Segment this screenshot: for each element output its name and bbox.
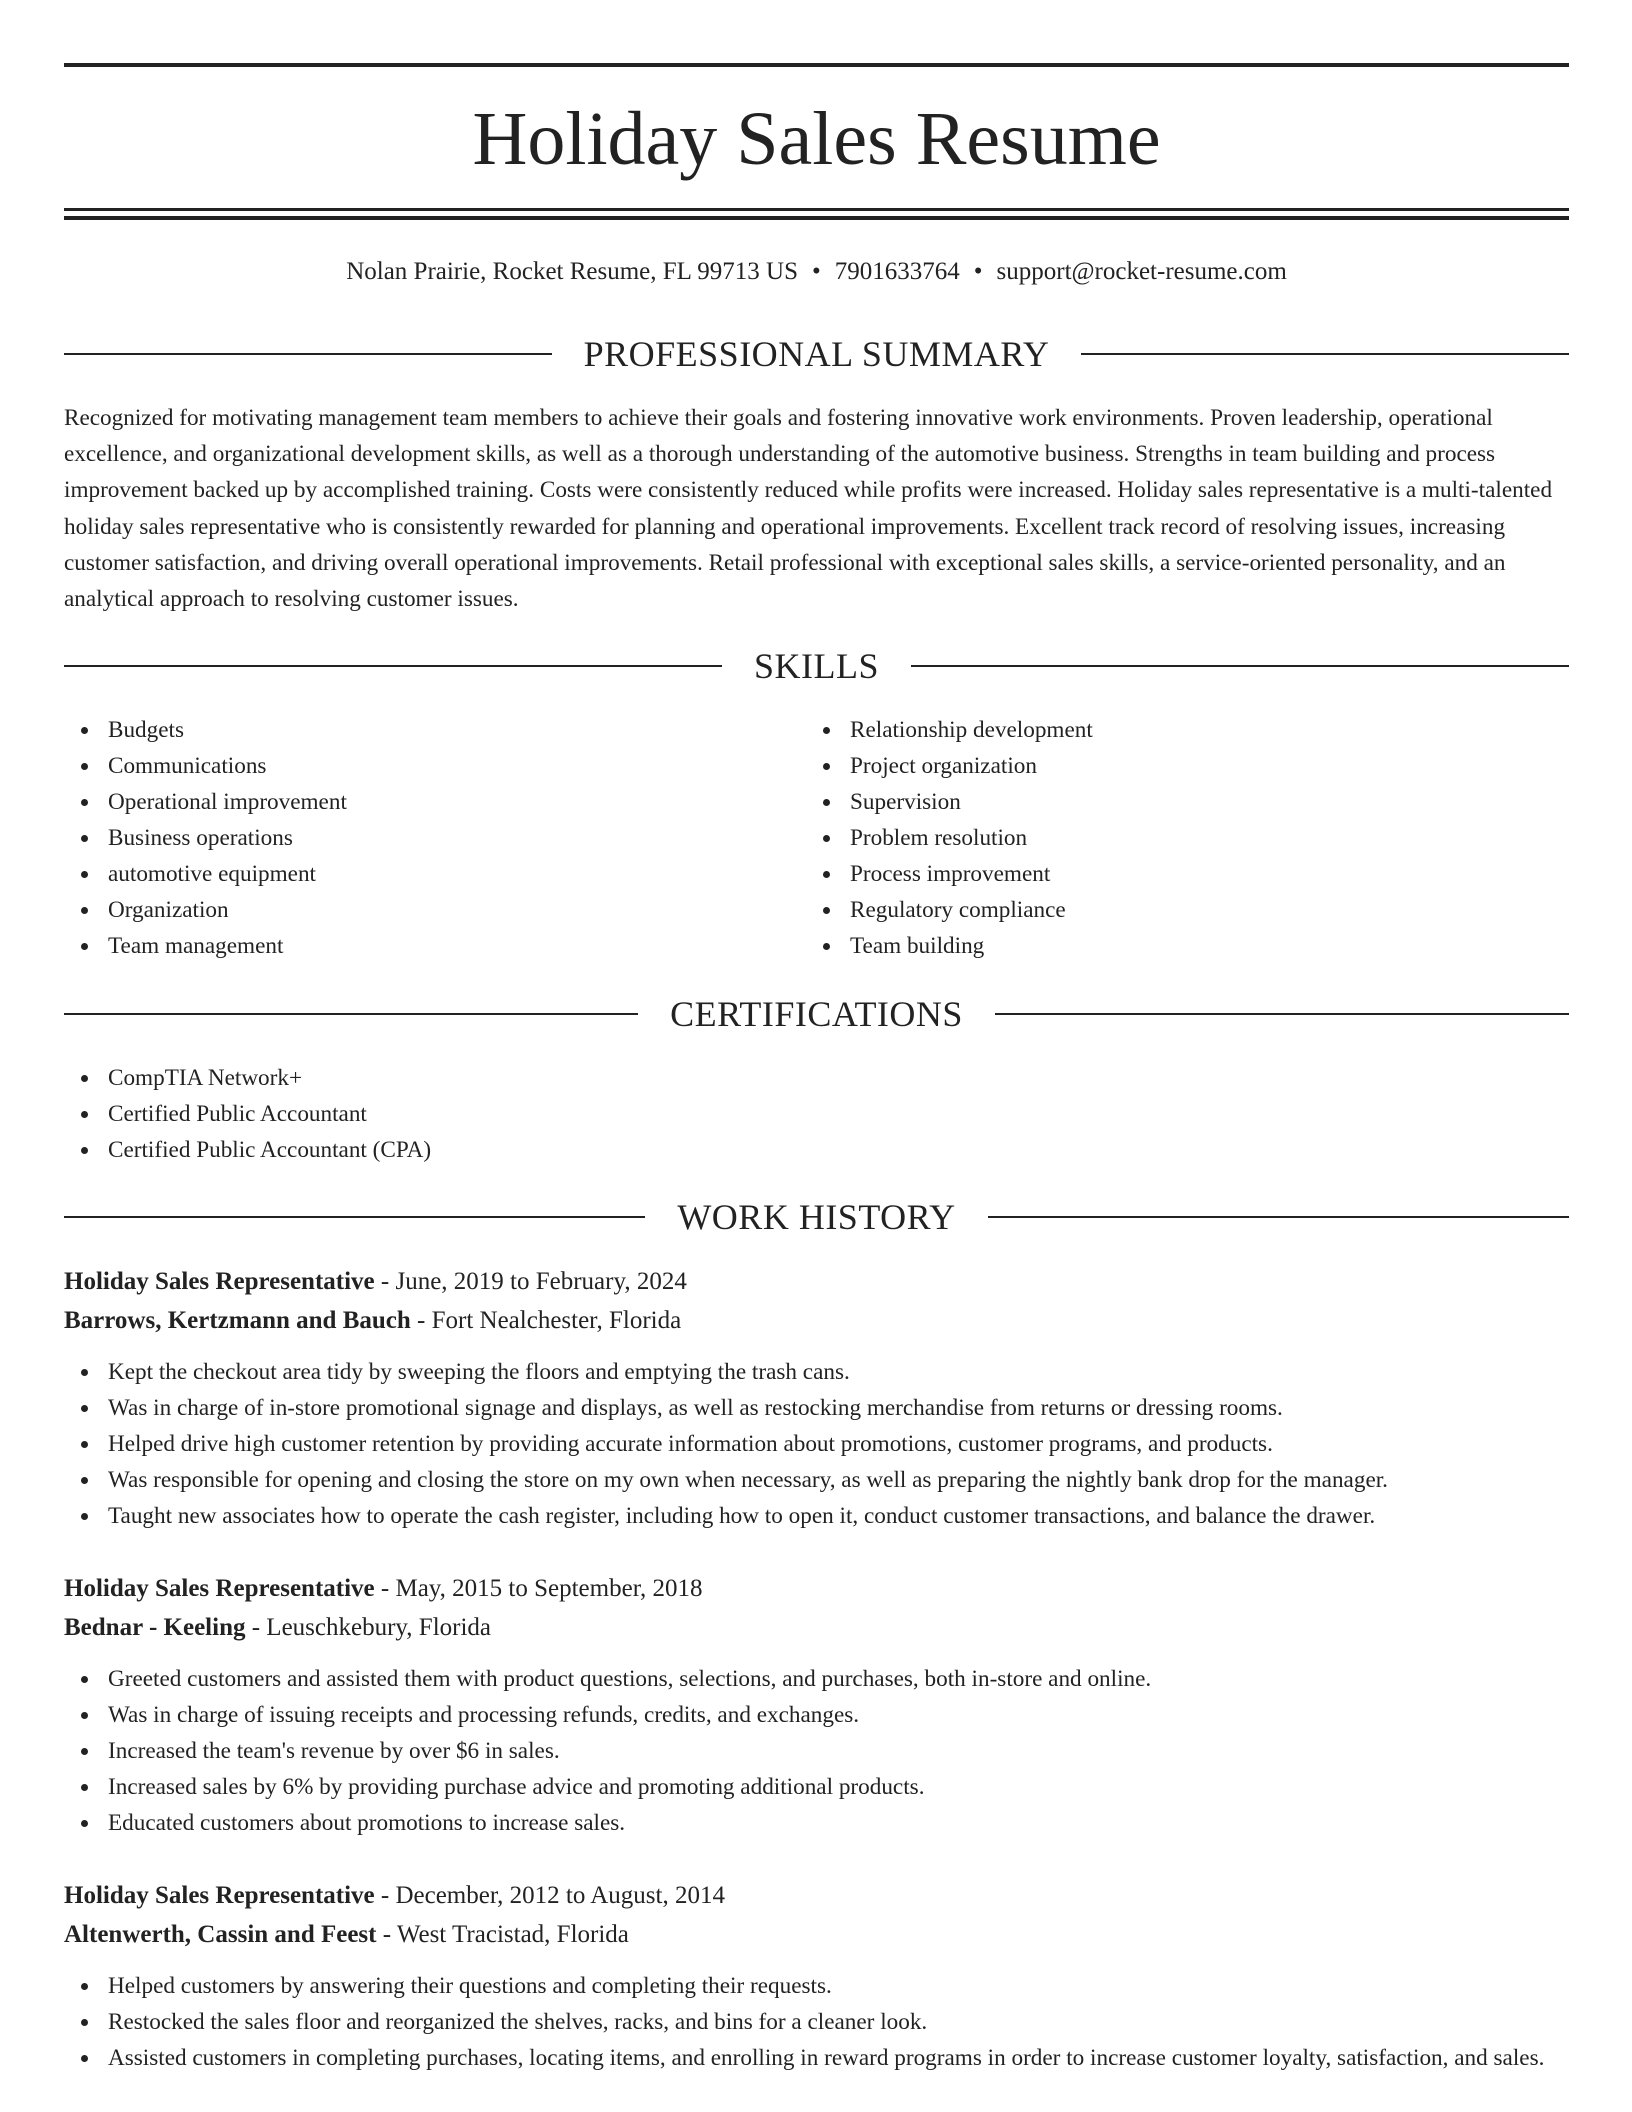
job-bullet: Kept the checkout area tidy by sweeping the floors and emptying the trash cans. (64, 1354, 1569, 1390)
contact-separator: • (973, 258, 983, 285)
certification-item: Certified Public Accountant (64, 1096, 1569, 1132)
heading-rule (64, 1216, 645, 1218)
job-location: - Leuschkebury, Florida (245, 1614, 492, 1641)
skill-item: Communications (64, 748, 764, 784)
job-bullet: Was in charge of in-store promotional signage and displays, as well as restocking merchandise from returns or dressing rooms. (64, 1390, 1569, 1426)
job-bullet: Helped drive high customer retention by providing accurate information about promotions, customer programs, and products. (64, 1426, 1569, 1462)
contact-address: Nolan Prairie, Rocket Resume, FL 99713 US (346, 258, 798, 285)
skill-item: Budgets (64, 712, 764, 748)
heading-rule (988, 1216, 1569, 1218)
skills-heading (64, 643, 1569, 689)
job-bullets (64, 1968, 1569, 2076)
job-dates: - December, 2012 to August, 2014 (374, 1882, 725, 1909)
job-company-line (64, 1608, 1569, 1647)
job-title-line (64, 1876, 1569, 1915)
job-title-line (64, 1569, 1569, 1608)
skills-title: SKILLS (754, 646, 880, 686)
summary-heading (64, 331, 1569, 377)
skill-item: Project organization (806, 748, 1506, 784)
job-title: Holiday Sales Representative (64, 1882, 375, 1909)
contact-email: support@rocket-resume.com (996, 258, 1287, 285)
job-bullet: Was in charge of issuing receipts and processing refunds, credits, and exchanges. (64, 1697, 1569, 1733)
certification-item: Certified Public Accountant (CPA) (64, 1132, 1569, 1168)
job-bullet: Assisted customers in completing purchases, locating items, and enrolling in reward programs in order to increase customer loyalty, satisfaction, and sales. (64, 2040, 1569, 2076)
job-bullet: Increased sales by 6% by providing purchase advice and promoting additional products. (64, 1769, 1569, 1805)
skill-item: Organization (64, 892, 764, 928)
skill-item: automotive equipment (64, 856, 764, 892)
work-history-title: WORK HISTORY (677, 1197, 956, 1237)
skill-item: Regulatory compliance (806, 892, 1506, 928)
header-bottom-rule-2 (64, 216, 1569, 220)
heading-rule (64, 1013, 638, 1015)
header-top-rule (64, 63, 1569, 67)
certification-item: CompTIA Network+ (64, 1060, 1569, 1096)
job-entry (64, 1569, 1569, 1841)
certifications-heading (64, 991, 1569, 1037)
job-title-line (64, 1262, 1569, 1301)
skill-item: Business operations (64, 820, 764, 856)
skills-list-right (806, 712, 1506, 964)
job-bullet: Helped customers by answering their questions and completing their requests. (64, 1968, 1569, 2004)
job-title: Holiday Sales Representative (64, 1268, 375, 1295)
heading-rule (995, 1013, 1569, 1015)
heading-rule (64, 665, 722, 667)
job-dates: - June, 2019 to February, 2024 (374, 1268, 687, 1295)
job-entry (64, 1876, 1569, 2076)
job-dates: - May, 2015 to September, 2018 (374, 1575, 703, 1602)
skill-item: Team building (806, 928, 1506, 964)
summary-text: Recognized for motivating management team members to achieve their goals and fostering innovative work environments. Proven leadership, operational excellence, and organizational development skills, as well as a thorough understanding of the automotive business. Strengths in team building and process improvement backed up by accomplished training. Costs were consistently reduced while profits were increased. Holiday sales representative is a multi-talented holiday sales representative who is consistently rewarded for planning and operational improvements. Excellent track record of resolving issues, increasing customer satisfaction, and driving overall operational improvements. Retail professional with exceptional sales skills, a service-oriented personality, and an analytical approach to resolving customer issues. (64, 405, 1553, 613)
heading-rule (911, 665, 1569, 667)
job-bullets (64, 1661, 1569, 1841)
job-bullet: Was responsible for opening and closing the store on my own when necessary, as well as preparing the nightly bank drop for the manager. (64, 1462, 1569, 1498)
job-location: - Fort Nealchester, Florida (410, 1307, 682, 1334)
certifications-list (64, 1060, 1569, 1168)
heading-rule (1081, 353, 1569, 355)
job-bullets (64, 1354, 1569, 1534)
certifications-title: CERTIFICATIONS (670, 994, 963, 1034)
job-title: Holiday Sales Representative (64, 1575, 375, 1602)
job-company: Bednar - Keeling (64, 1614, 246, 1641)
job-bullet: Restocked the sales floor and reorganized the shelves, racks, and bins for a cleaner look. (64, 2004, 1569, 2040)
job-company: Barrows, Kertzmann and Bauch (64, 1307, 411, 1334)
job-company: Altenwerth, Cassin and Feest (64, 1921, 377, 1948)
contact-phone: 7901633764 (834, 258, 960, 285)
job-entry (64, 1262, 1569, 1534)
job-company-line (64, 1915, 1569, 1954)
job-bullet: Taught new associates how to operate the cash register, including how to open it, conduct customer transactions, and balance the drawer. (64, 1498, 1569, 1534)
skill-item: Problem resolution (806, 820, 1506, 856)
skills-list-left (64, 712, 764, 964)
resume-title: Holiday Sales Resume (472, 97, 1161, 181)
header-bottom-rule (64, 208, 1569, 211)
contact-separator: • (811, 258, 821, 285)
job-bullet: Greeted customers and assisted them with product questions, selections, and purchases, both in-store and online. (64, 1661, 1569, 1697)
heading-rule (64, 353, 552, 355)
skill-item: Supervision (806, 784, 1506, 820)
skill-item: Team management (64, 928, 764, 964)
contact-info (64, 254, 1569, 290)
work-history-heading (64, 1194, 1569, 1240)
skill-item: Operational improvement (64, 784, 764, 820)
job-bullet: Increased the team's revenue by over $6 in sales. (64, 1733, 1569, 1769)
job-location: - West Tracistad, Florida (376, 1921, 629, 1948)
summary-title: PROFESSIONAL SUMMARY (583, 334, 1050, 374)
skill-item: Process improvement (806, 856, 1506, 892)
job-bullet: Educated customers about promotions to increase sales. (64, 1805, 1569, 1841)
skill-item: Relationship development (806, 712, 1506, 748)
job-company-line (64, 1301, 1569, 1340)
